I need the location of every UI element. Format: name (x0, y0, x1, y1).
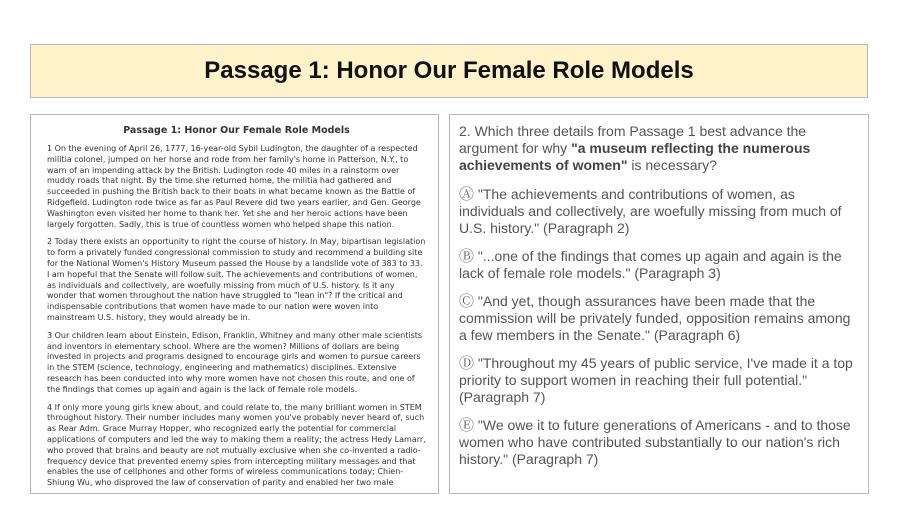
answer-option-d[interactable] (459, 355, 858, 406)
passage-paragraph-2: 2 Today there exists an opportunity to right the course of history. In May, bipartisan legislation to form a privately funded congressional commission to study and recommend a building site for the National Women's History Museum passed the House by a landslide vote of 383 to 33. I am hopeful that the Senate will follow suit. The achievements and contributions of women, as individuals and collectively, are woefully missing from much of U.S. history. Is it any wonder that women throughout the nation have struggled to "lean in"? If the critical and indispensable contributions that women have made to our nation were woven into mainstream U.S. history, they would already be in. (47, 237, 426, 322)
slide-title: Passage 1: Honor Our Female Role Models (204, 57, 694, 84)
option-text-c: "And yet, though assurances have been made that the commission will be privately funded, opposition remains among a few members in the Senate." (Paragraph 6) (459, 293, 851, 343)
passage-paragraph-1: 1 On the evening of April 26, 1777, 16-year-old Sybil Ludington, the daughter of a respected militia colonel, jumped on her horse and rode from her family's home in Patterson, N.Y., to warn of an impending attack by the British. Ludington rode 40 miles in a rainstorm over muddy roads that night. By the time she returned home, the militia had gathered and succeeded in pushing the British back to their boats in what became known as the Battle of Ridgefield. Ludington rode twice as far as Paul Revere did two years earlier, and Gen. George Washington even visited her home to thank her. Yet she and her heroic actions have been largely forgotten. Sadly, this is true of countless women who helped shape this nation. (47, 144, 421, 229)
passage-paragraph-3: 3 Our children learn about Einstein, Edison, Franklin, Whitney and many other male scientists and inventors in elementary school. Where are the women? Millions of dollars are being invested in projects and programs designed to encourage girls and women to pursue careers in the STEM (science, technology, engineering and mathematics) disciplines. Extensive research has been conducted into why more women have not chosen this route, and one of the findings that comes up again and again is the lack of female role models. (47, 330, 423, 394)
option-letter-e: Ⓔ (459, 416, 475, 434)
option-letter-d: Ⓓ (459, 354, 475, 372)
slide-title-banner (30, 44, 868, 98)
passage-paragraph-4: 4 If only more young girls knew about, and could relate to, the many brilliant women in STEM throughout history. Their number includes many women you've probably never heard of, such as Rear Adm. Grace Murray Hopper, who recognized early the potential for commercial applications of computers and led the way to making them a reality; the actress Hedy Lamarr, who proved that brains and beauty are not mutually exclusive when she co-invented a radio-frequency device that prevented enemy spies from intercepting military messages and that enables the use of cellphones and other forms of wireless communications today; Chien-Shiung Wu, who disproved the law of conservation of parity and enabled her two male (47, 402, 426, 488)
passage-title: Passage 1: Honor Our Female Role Models (123, 125, 350, 136)
option-text-d: "Throughout my 45 years of public service, I've made it a top priority to support women in reaching their full potential." (Paragraph 7) (459, 355, 853, 405)
option-text-e: "We owe it to future generations of Americans - and to those women who have contributed substantially to our nation's rich history." (Paragraph 7) (459, 417, 851, 467)
option-letter-b: Ⓑ (459, 247, 475, 265)
answer-option-e[interactable] (459, 417, 858, 468)
option-letter-c: Ⓒ (459, 292, 475, 310)
question-suffix: is necessary? (627, 157, 717, 173)
answer-option-c[interactable] (459, 293, 858, 344)
option-text-a: "The achievements and contributions of women, as individuals and collectively, are woefully missing from much of U.S. history." (Paragraph 2) (459, 186, 842, 236)
question-prefix: 2. Which three details from Passage 1 best advance the argument for why (459, 123, 807, 156)
answer-option-b[interactable] (459, 248, 858, 282)
option-letter-a: Ⓐ (459, 185, 475, 203)
answer-option-a[interactable] (459, 186, 858, 237)
question-panel (449, 114, 869, 494)
passage-panel (30, 114, 439, 494)
question-text (459, 123, 858, 174)
question-quote: "a museum reflecting the numerous achievements of women" (459, 140, 811, 173)
option-text-b: "...one of the findings that comes up again and again is the lack of female role models." (Paragraph 3) (459, 248, 842, 281)
